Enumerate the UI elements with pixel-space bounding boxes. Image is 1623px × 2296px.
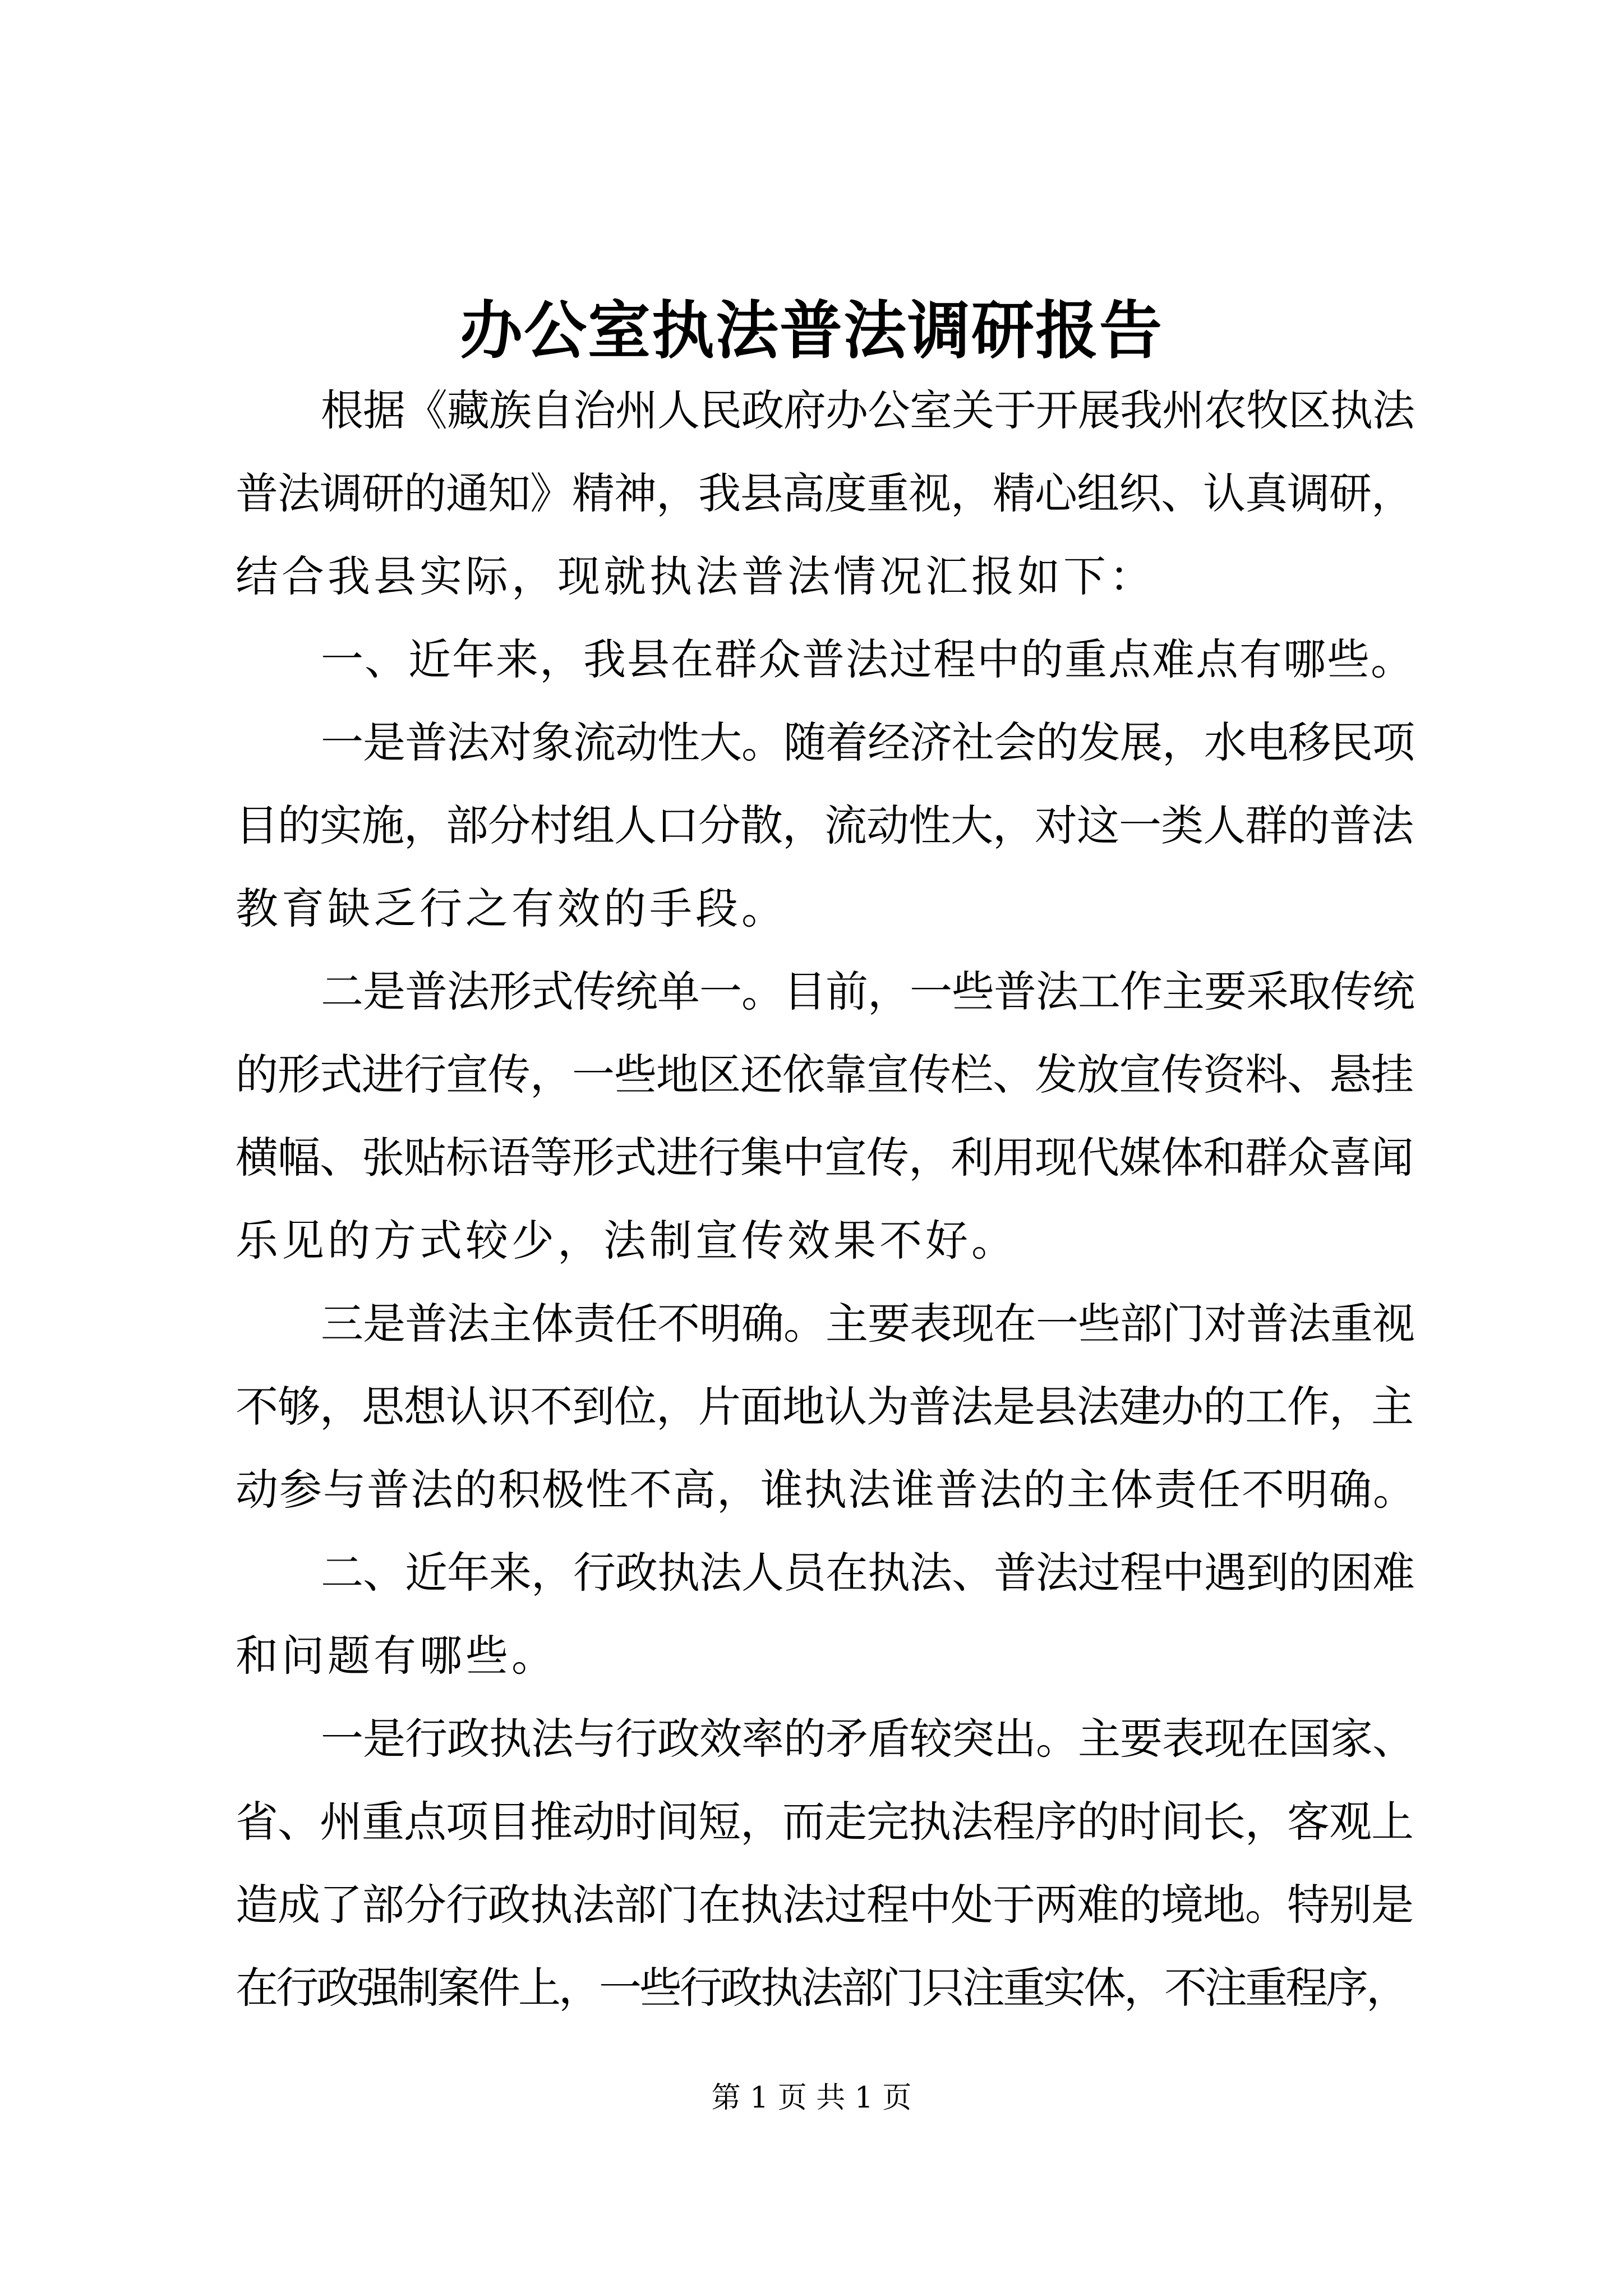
text-line: 教育缺乏行之有效的手段。 [236, 884, 787, 933]
section-heading [236, 618, 1419, 701]
text-line: 在行政强制案件上，一些行政执法部门只注重实体，不注重程序， [236, 1963, 1407, 2013]
text-line: 不够，思想认识不到位，片面地认为普法是县法建办的工作，主 [236, 1382, 1413, 1432]
text-line: 三是普法主体责任不明确。主要表现在一些部门对普法重视 [321, 1299, 1414, 1349]
text-line: 结合我县实际，现就执法普法情况汇报如下： [236, 551, 1155, 601]
paragraph [236, 369, 1419, 618]
text-line: 的形式进行宣传，一些地区还依靠宣传栏、发放宣传资料、悬挂 [236, 1050, 1413, 1099]
text-line: 乐见的方式较少，法制宣传效果不好。 [236, 1216, 1017, 1266]
text-line: 目的实施，部分村组人口分散，流动性大，对这一类人群的普法 [236, 800, 1413, 850]
text-line: 横幅、张贴标语等形式进行集中宣传，利用现代媒体和群众喜闻 [236, 1133, 1413, 1182]
text-line: 二、近年来，行政执法人员在执法、普法过程中遇到的困难 [321, 1548, 1414, 1598]
page-footer: 第 1 页 共 1 页 [711, 2081, 912, 2115]
text-line: 省、州重点项目推动时间短，而走完执法程序的时间长，客观上 [236, 1797, 1413, 1847]
text-line: 一是普法对象流动性大。随着经济社会的发展，水电移民项 [321, 717, 1414, 767]
section-heading [236, 1531, 1419, 1697]
paragraph [236, 950, 1419, 1282]
paragraph [236, 701, 1419, 950]
text-line: 一、近年来，我县在群众普法过程中的重点难点有哪些。 [321, 634, 1414, 684]
text-line: 二是普法形式传统单一。目前，一些普法工作主要采取传统 [321, 967, 1414, 1016]
text-line: 和问题有哪些。 [236, 1631, 557, 1681]
text-line: 一是行政执法与行政效率的矛盾较突出。主要表现在国家、 [321, 1714, 1414, 1764]
text-line: 根据《藏族自治州人民政府办公室关于开展我州农牧区执法 [321, 385, 1414, 435]
document-body [236, 369, 1419, 2030]
paragraph [236, 1282, 1419, 1531]
paragraph [236, 1697, 1419, 2030]
text-line: 普法调研的通知》精神，我县高度重视，精心组织、认真调研， [236, 468, 1413, 518]
text-line: 动参与普法的积极性不高，谁执法谁普法的主体责任不明确。 [236, 1465, 1417, 1515]
document-title: 办公室执法普法调研报告 [460, 294, 1163, 367]
text-line: 造成了部分行政执法部门在执法过程中处于两难的境地。特别是 [236, 1880, 1413, 1930]
